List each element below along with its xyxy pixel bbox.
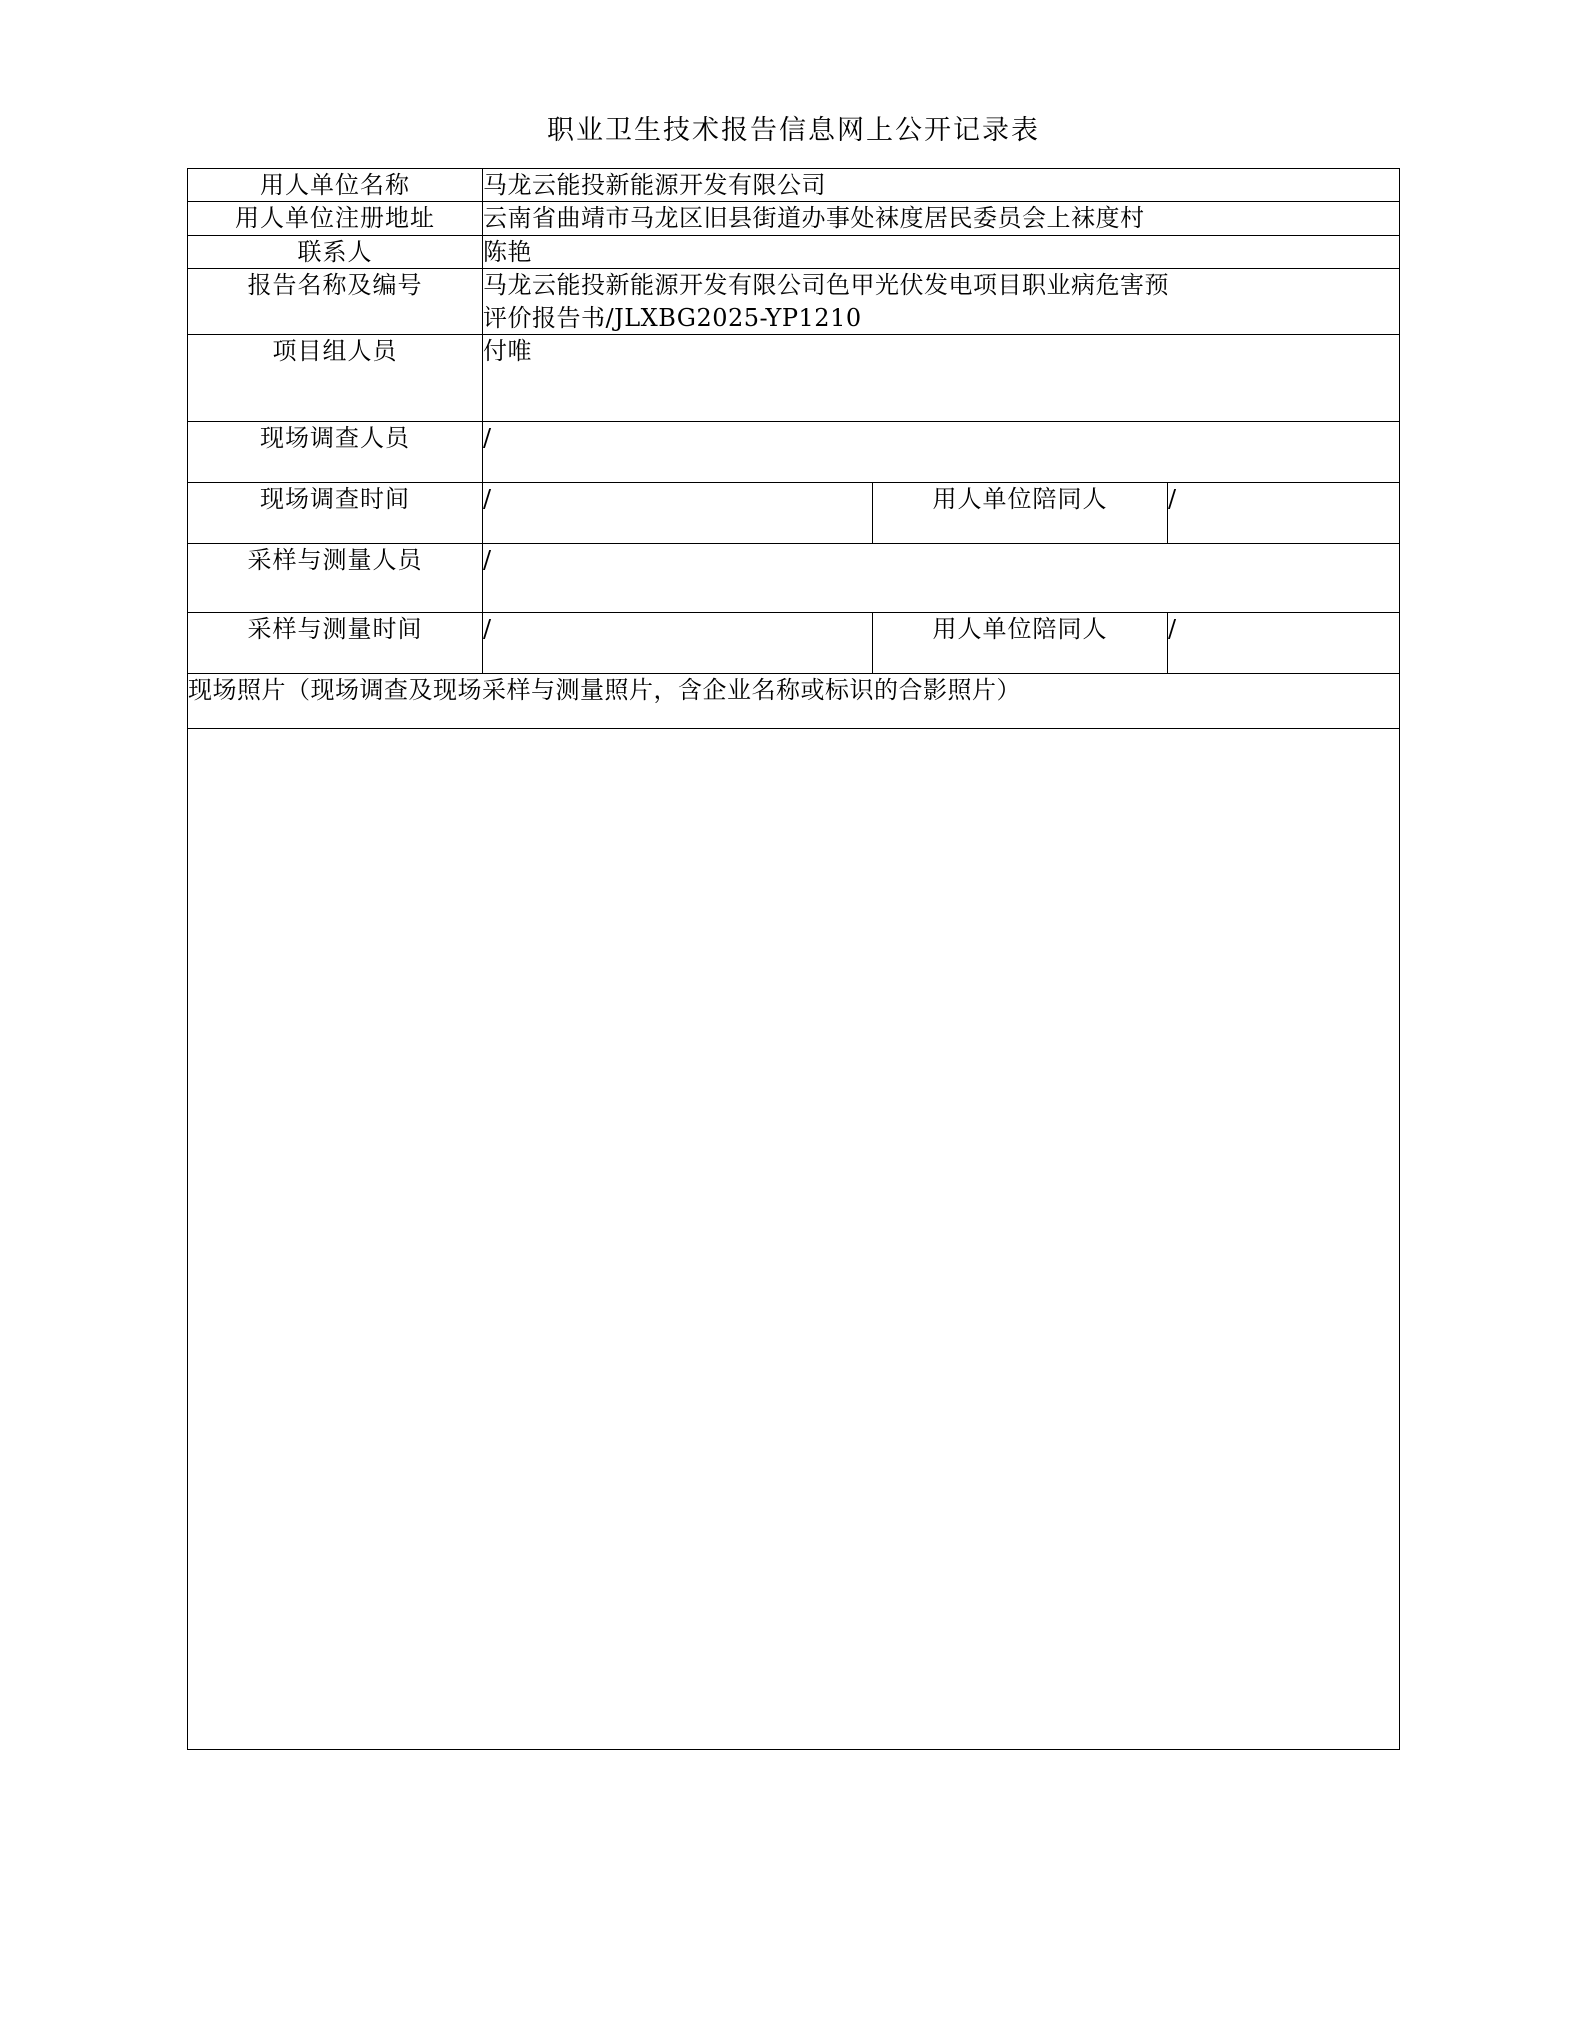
record-table bbox=[187, 168, 1400, 1750]
row-value-contact-person: 陈艳 bbox=[483, 235, 1400, 268]
table-row bbox=[188, 482, 1400, 543]
row-value-site-survey-time: / bbox=[483, 482, 873, 543]
row-label-project-team: 项目组人员 bbox=[188, 334, 483, 421]
table-row bbox=[188, 169, 1400, 202]
row-label-employer-name: 用人单位名称 bbox=[188, 169, 483, 202]
report-name-line1: 马龙云能投新能源开发有限公司色甲光伏发电项目职业病危害预 bbox=[483, 271, 1169, 300]
table-row bbox=[188, 421, 1400, 482]
row-label-site-survey-time: 现场调查时间 bbox=[188, 482, 483, 543]
report-name-line2: 评价报告书/JLXBG2025-YP1210 bbox=[483, 303, 862, 332]
row-value-sampling-staff: / bbox=[483, 543, 1400, 612]
row-label-registered-address: 用人单位注册地址 bbox=[188, 202, 483, 235]
table-row bbox=[188, 673, 1400, 728]
table-row bbox=[188, 543, 1400, 612]
row-value-registered-address: 云南省曲靖市马龙区旧县街道办事处袜度居民委员会上袜度村 bbox=[483, 202, 1400, 235]
table-row bbox=[188, 202, 1400, 235]
photo-section-title: 现场照片（现场调查及现场采样与测量照片，含企业名称或标识的合影照片） bbox=[188, 673, 1400, 728]
table-row bbox=[188, 728, 1400, 1749]
row-value-employer-escort-2: / bbox=[1168, 612, 1400, 673]
table-row bbox=[188, 334, 1400, 421]
page-title: 职业卫生技术报告信息网上公开记录表 bbox=[547, 115, 1040, 146]
table-row bbox=[188, 612, 1400, 673]
row-label-employer-escort-1: 用人单位陪同人 bbox=[873, 482, 1168, 543]
row-label-sampling-time: 采样与测量时间 bbox=[188, 612, 483, 673]
row-value-employer-name: 马龙云能投新能源开发有限公司 bbox=[483, 169, 1400, 202]
row-label-report-name-number: 报告名称及编号 bbox=[188, 269, 483, 335]
row-label-contact-person: 联系人 bbox=[188, 235, 483, 268]
table-row bbox=[188, 269, 1400, 335]
row-label-sampling-staff: 采样与测量人员 bbox=[188, 543, 483, 612]
row-value-employer-escort-1: / bbox=[1168, 482, 1400, 543]
photo-area bbox=[188, 728, 1400, 1749]
row-value-project-team: 付唯 bbox=[483, 334, 1400, 421]
row-value-site-survey-staff: / bbox=[483, 421, 1400, 482]
table-row bbox=[188, 235, 1400, 268]
row-value-report-name-number bbox=[483, 269, 1400, 335]
row-label-employer-escort-2: 用人单位陪同人 bbox=[873, 612, 1168, 673]
row-label-site-survey-staff: 现场调查人员 bbox=[188, 421, 483, 482]
row-value-sampling-time: / bbox=[483, 612, 873, 673]
